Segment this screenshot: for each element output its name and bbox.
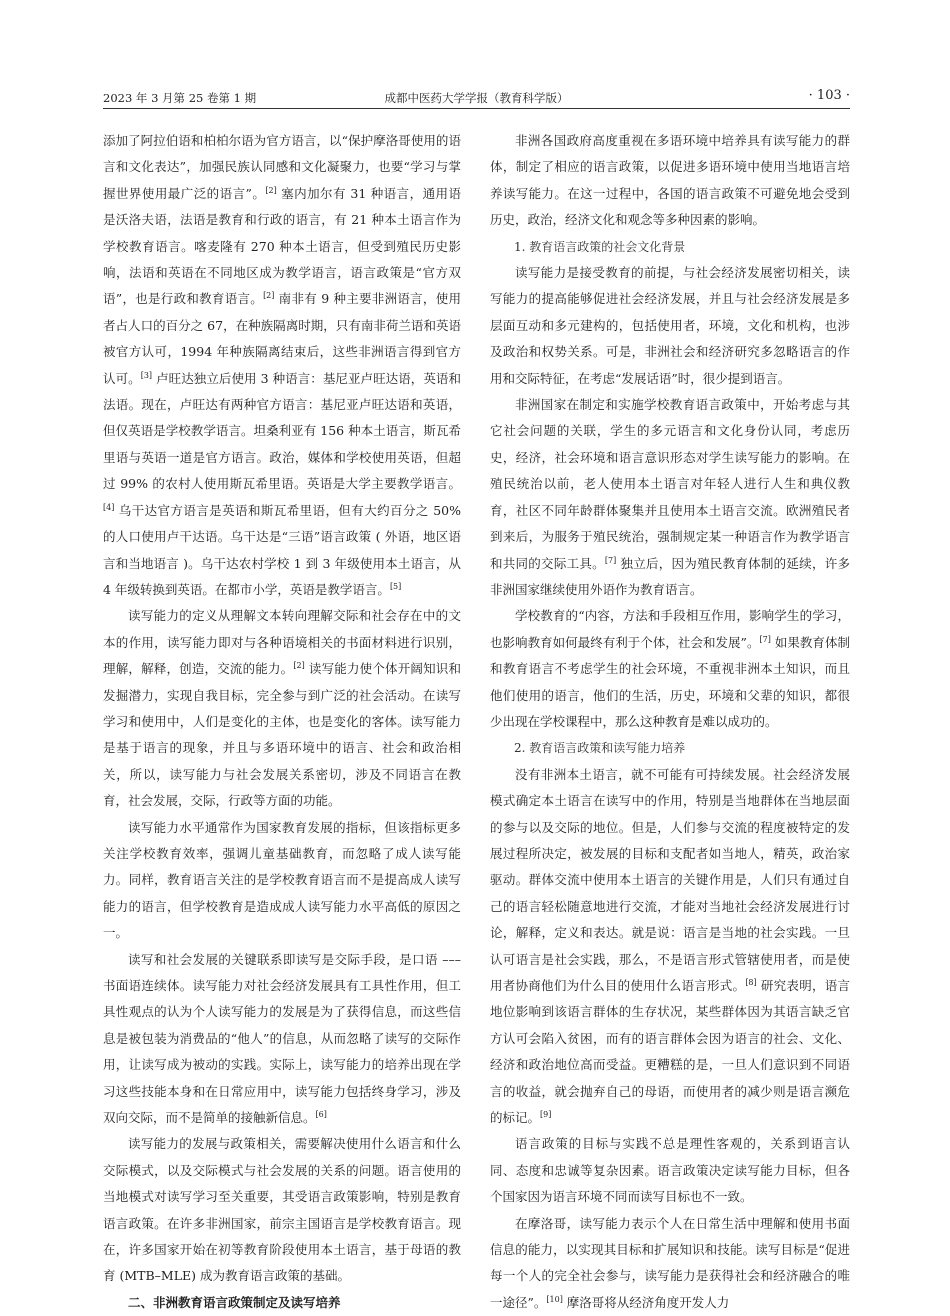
paragraph-text: 卢旺达独立后使用 3 种语言：基尼亚卢旺达语，英语和法语。现在，卢旺达有两种官方语言：基尼亚卢旺达语和英语，但仅英语是学校教学语言。坦桑利亚有 156 种本土语言，斯瓦希里语与英语一道是官方语言。政治，媒体和学校使用英语，但超过 99% 的农村人使用斯瓦希里语。英语是大学主要教学语言。 [103, 370, 461, 492]
citation-ref: [2] [265, 185, 277, 195]
citation-ref: [9] [540, 1110, 552, 1120]
citation-ref: [5] [389, 581, 402, 591]
paragraph-text: 没有非洲本土语言，就不可能有可持续发展。社会经济发展模式确定本土语言在读写中的作用，特别是当地群体在当地层面的参与以及交际的地位。但是，人们参与交流的程度被特定的发展过程所决定，被发展的目标和支配者如当地人，精英，政治家驱动。群体交流中使用本土语言的关键作用是，人们只有通过自己的语言轻松随意地进行交流，才能对当地社会经济发展进行讨论，解释，定义和表达。就是说：语言是当地的社会实践。一旦认可语言是社会实践，那么，不是语言形式管辖使用者，而是使用者协商他们为什么目的使用什么语言形式。 [490, 766, 850, 993]
paragraph-text: 读写能力使个体开阔知识和发掘潜力，实现自我目标，完全参与到广泛的社会活动。在读写学习和使用中，人们是变化的主体，也是变化的客体。读写能力是基于语言的现象，并且与多语环境中的语言、社会和政治相关，所以，读写能力与社会发展关系密切，涉及不同语言在教育，社会发展，交际，行政等方面的功能。 [103, 661, 461, 809]
citation-ref: [6] [315, 1110, 327, 1120]
paragraph-text: 塞内加尔有 31 种语言，通用语是沃洛夫语，法语是教育和行政的语言，有 21 种本土语言作为学校教育语言。喀麦隆有 270 种本土语言，但受到殖民历史影响，法语和英语在不同地区成为教学语言，语言政策是“官方双语”，也是行政和教育语言。 [103, 185, 461, 307]
paragraph-text: 读写能力的发展与政策相关，需要解决使用什么语言和什么交际模式，以及交际模式与社会发展的关系的问题。语言使用的当地模式对读写学习至关重要，其受语言政策影响，特别是教育语言政策。在许多非洲国家，前宗主国语言是学校教育语言。现在，许多国家开始在初等教育阶段使用本土语言，基于母语的教育 (MTB–MLE) 成为教育语言政策的基础。 [103, 1136, 461, 1284]
header-rule [103, 108, 850, 109]
paragraph [103, 128, 461, 603]
right-column [490, 128, 850, 1310]
paragraph-text: 2. 教育语言政策和读写能力培养 [514, 741, 686, 756]
paragraph [490, 1211, 850, 1316]
paragraph-text: 南非有 9 种主要非洲语言，使用者占人口的百分之 67，在种族隔离时期，只有南非荷兰语和英语被官方认可，1994 年种族隔离结束后，这些非洲语言得到官方认可。 [103, 291, 461, 386]
left-column [103, 128, 461, 1310]
paragraph-text: 添加了阿拉伯语和柏柏尔语为官方语言，以“保护摩洛哥使用的语言和文化表达”，加强民族认同感和文化凝聚力，也要“学习与掌握世界使用最广泛的语言”。 [103, 133, 461, 201]
journal-title: 成都中医药大学学报（教育科学版） [384, 91, 569, 105]
paragraph-text: 非洲国家在制定和实施学校教育语言政策中，开始考虑与其它社会问题的关联，学生的多元语言和文化身份认同，考虑历史，经济，社会环境和语言意识形态对学生读写能力的影响。在殖民统治以前，老人使用本土语言对年轻人进行人生和典仪教育，社区不同年龄群体聚集并且使用本土语言交流。欧洲殖民者到来后，为服务于殖民统治，强制规定某一种语言作为教学语言和共同的交际工具。 [490, 397, 850, 571]
citation-ref: [2] [263, 291, 275, 301]
subsection-heading [490, 735, 850, 761]
paragraph-text: 乌干达官方语言是英语和斯瓦希里语，但有大约百分之 50% 的人口使用卢干达语。乌干达是“三语”语言政策 ( 外语，地区语言和当地语言 )。乌干达农村学校 1 到 3 年级使用本土语言，从 4 年级转换到英语。在都市小学，英语是教学语言。 [103, 502, 461, 597]
paragraph-text: 学校教育的“内容，方法和手段相互作用，影响学生的学习，也影响教育如何最终有利于个体，社会和发展”。 [490, 608, 850, 650]
citation-ref: [4] [103, 502, 115, 512]
paragraph [490, 1131, 850, 1210]
section-heading [103, 1290, 461, 1316]
paragraph-text: 读写能力水平通常作为国家教育发展的指标，但该指标更多关注学校教育效率，强调儿童基础教育，而忽略了成人读写能力。同样，教育语言关注的是学校教育语言而不是提高成人读写能力的语言，但学校教育是造成成人读写能力水平高低的原因之一。 [103, 819, 461, 941]
paragraph-text: 在摩洛哥，读写能力表示个人在日常生活中理解和使用书面信息的能力，以实现其目标和扩展知识和技能。读写目标是“促进每一个人的完全社会参与，读写能力是获得社会和经济融合的唯一途径”。 [490, 1215, 850, 1310]
paragraph-text: 研究表明，语言地位影响到该语言群体的生存状况，某些群体因为其语言缺乏官方认可会陷入贫困，而有的语言群体会因为语言的社会、文化、经济和政治地位高而受益。更糟糕的是，一旦人们意识到不同语言的收益，就会抛弃自己的母语，而使用者的减少则是语言濒危的标记。 [490, 978, 850, 1126]
citation-ref: [3] [140, 370, 153, 380]
citation-ref: [8] [745, 978, 757, 987]
paragraph-text: 摩洛哥将从经济角度开发人力 [562, 1294, 730, 1310]
paragraph-text: 二、非洲教育语言政策制定及读写培养 [128, 1294, 341, 1310]
citation-ref: [7] [604, 555, 617, 565]
paragraph [103, 1131, 461, 1289]
paragraph [490, 128, 850, 234]
paragraph [490, 260, 850, 392]
paragraph [490, 762, 850, 1132]
page-number: · 103 · [808, 88, 850, 103]
paragraph [103, 603, 461, 814]
paragraph-text: 如果教育体制和教育语言不考虑学生的社会环境，不重视非洲本土知识，而且他们使用的语言，他们的生活，历史，环境和父辈的知识，都很少出现在学校课程中，那么这种教育是难以成功的。 [490, 634, 850, 729]
citation-ref: [10] [546, 1294, 563, 1304]
paragraph-text: 读写能力是接受教育的前提，与社会经济发展密切相关，读写能力的提高能够促进社会经济发展，并且与社会经济发展是多层面互动和多元建构的，包括使用者，环境，文化和机构，也涉及政治和权势关系。可是，非洲社会和经济研究多忽略语言的作用和交际特征，在考虑“发展话语”时，很少提到语言。 [490, 265, 850, 386]
paragraph [103, 815, 461, 947]
citation-ref: [7] [759, 634, 771, 644]
paragraph-text: 独立后，因为殖民教育体制的延续，许多非洲国家继续使用外语作为教育语言。 [490, 555, 850, 597]
issue-info: 2023 年 3 月第 25 卷第 1 期 [103, 91, 257, 105]
running-header [103, 88, 850, 110]
paragraph-text: 读写能力的定义从理解文本转向理解交际和社会存在中的文本的作用，读写能力即对与各种语境相关的书面材料进行识别，理解，解释，创造，交流的能力。 [103, 608, 461, 677]
paragraph-text: 语言政策的目标与实践不总是理性客观的，关系到语言认同、态度和忠诚等复杂因素。语言政策决定读写能力目标，但各个国家因为语言环境不同而读写目标也不一致。 [490, 1136, 850, 1205]
paragraph-text: 非洲各国政府高度重视在多语环境中培养具有读写能力的群体，制定了相应的语言政策，以促进多语环境中使用当地语言培养读写能力。在这一过程中，各国的语言政策不可避免地会受到历史，政治，经济文化和观念等多种因素的影响。 [490, 133, 850, 228]
paragraph-text: 读写和社会发展的关键联系即读写是交际手段，是口语 ––– 书面语连续体。读写能力对社会经济发展具有工具性作用，但工具性观点的认为个人读写能力的发展是为了获得信息，而这些信息是被包装为消费品的“他人”的信息，从而忽略了读写的交际作用，让读写成为被动的实践。实际上，读写能力的培养出现在学习这些技能本身和在日常应用中，读写能力包括终身学习，涉及双向交际，而不是简单的接触新信息。 [103, 951, 461, 1126]
subsection-heading [490, 234, 850, 260]
paragraph [490, 392, 850, 603]
citation-ref: [2] [293, 661, 305, 671]
paragraph [103, 947, 461, 1132]
paragraph [490, 603, 850, 735]
paragraph-text: 1. 教育语言政策的社会文化背景 [514, 239, 686, 254]
